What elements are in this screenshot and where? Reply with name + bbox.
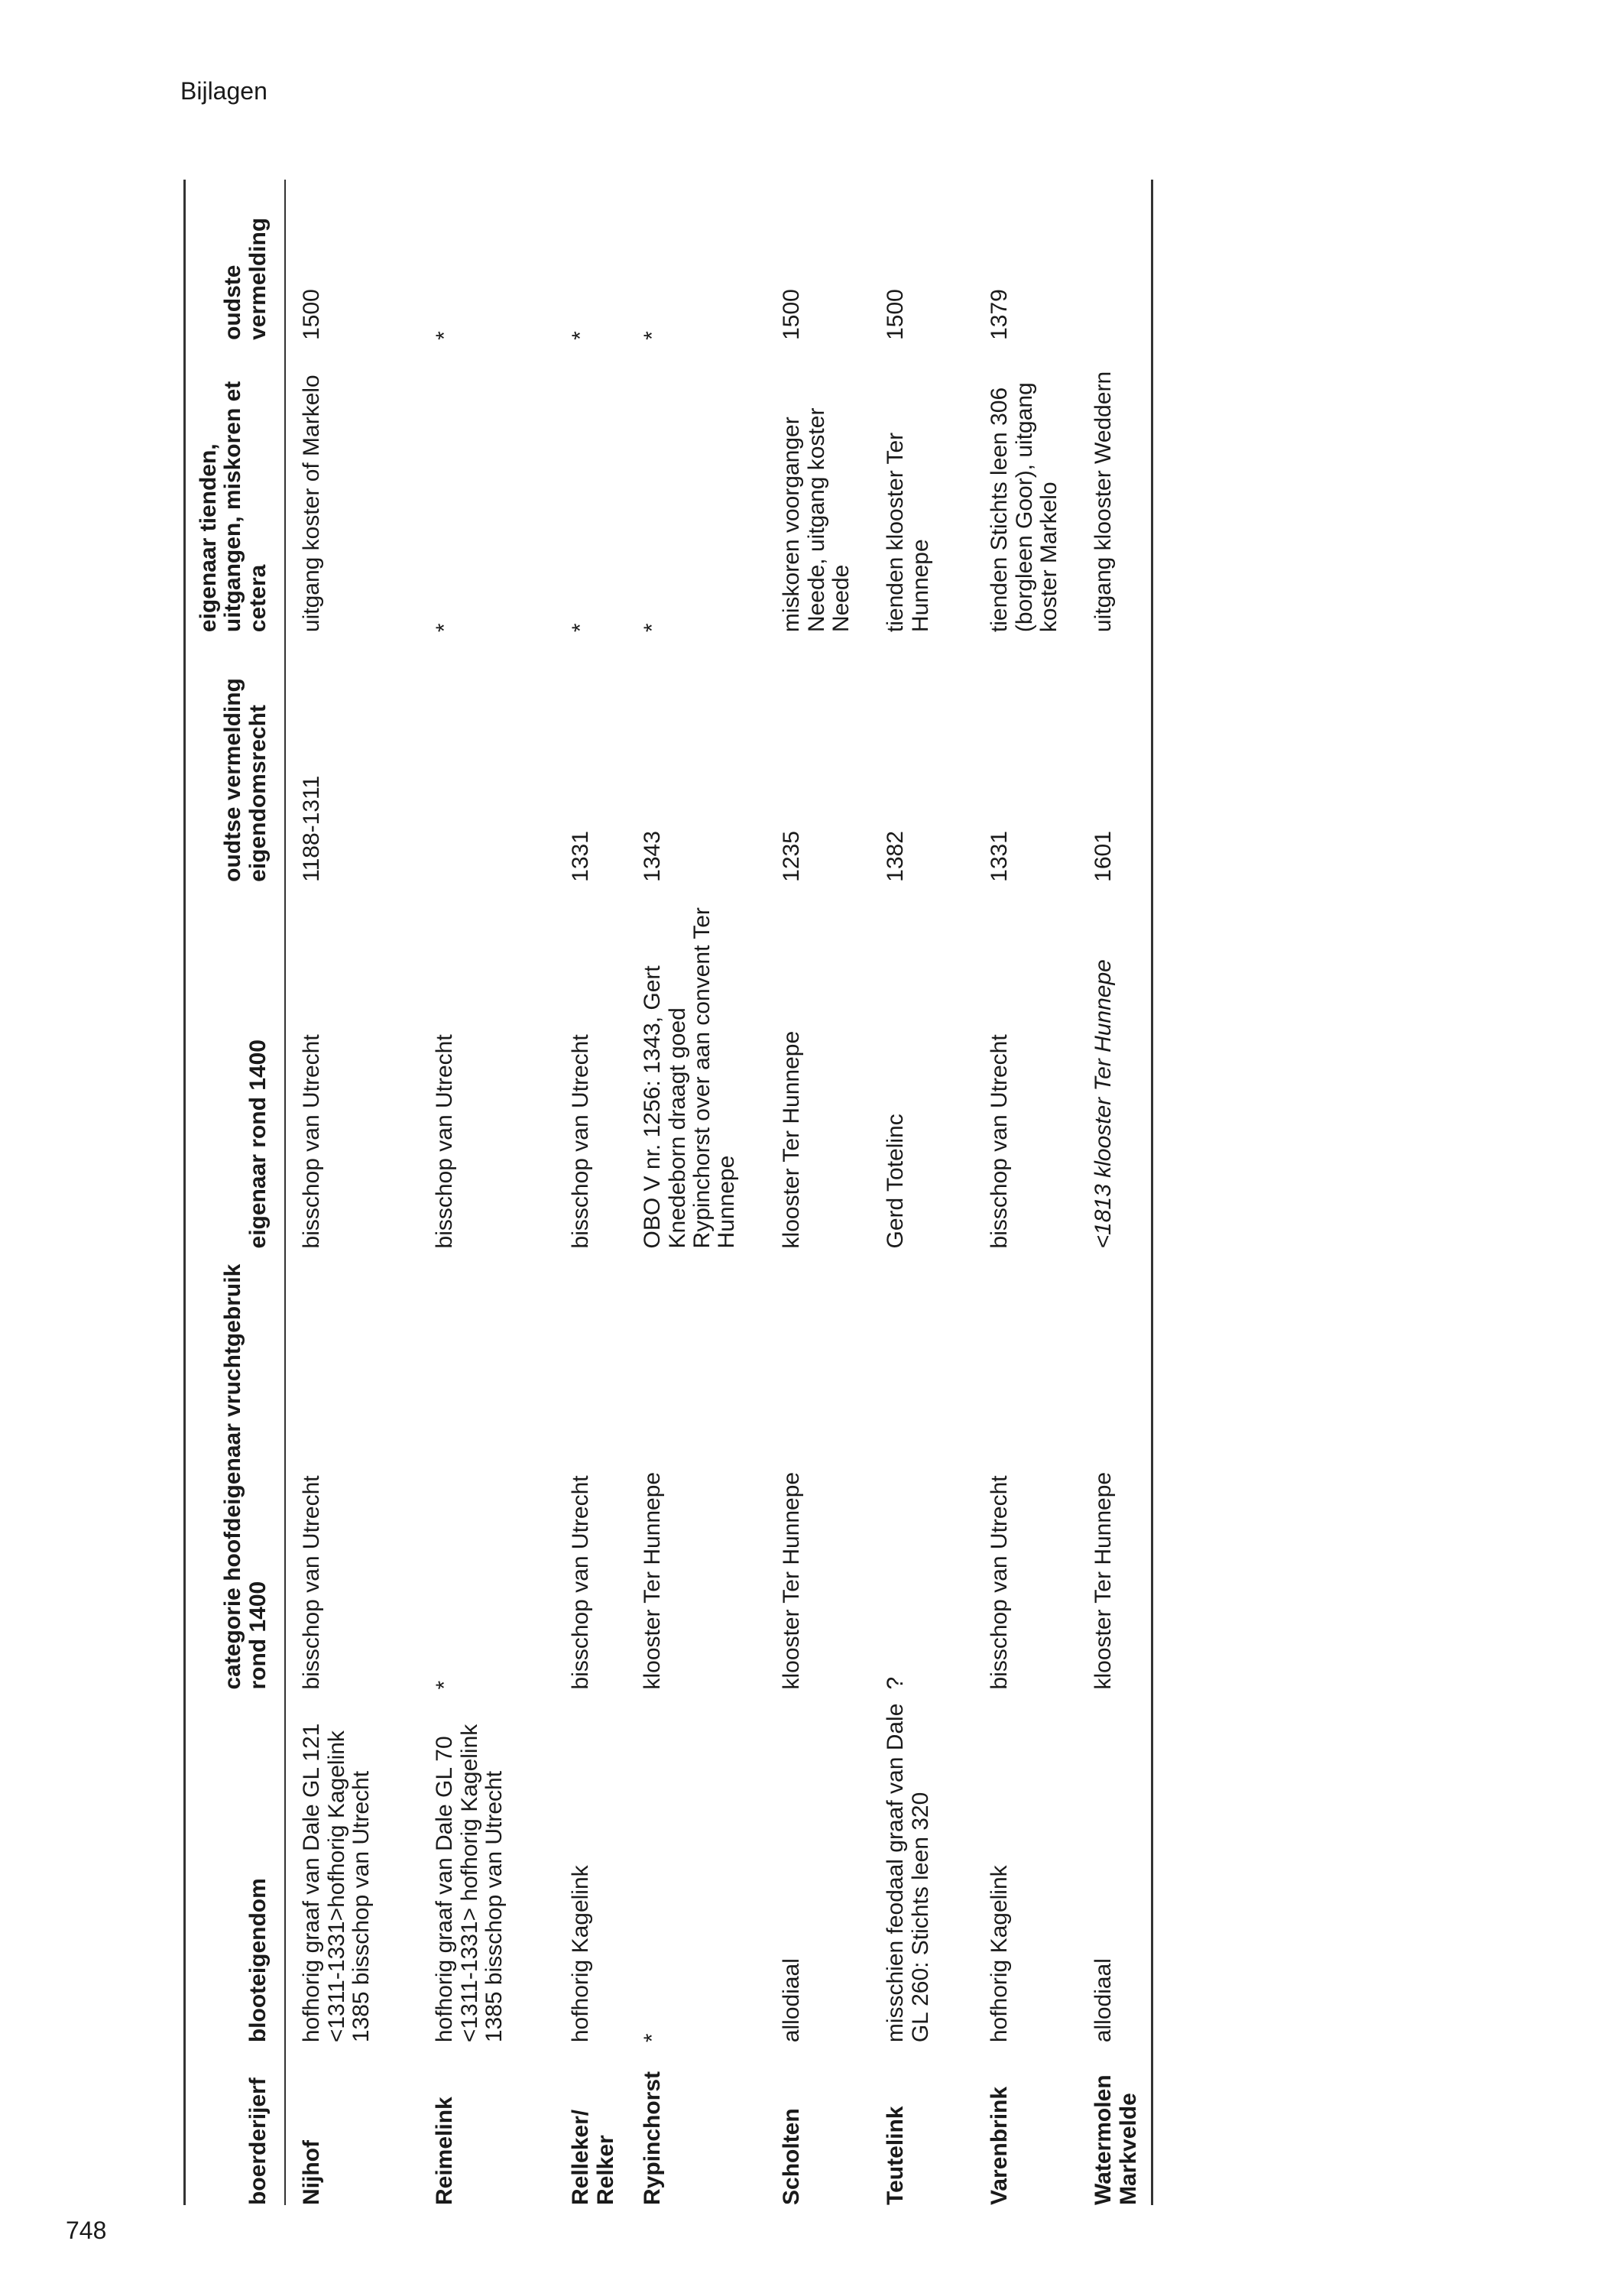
- cell-eigenaar-rond-1400: klooster Ter Hunnepe: [779, 1030, 805, 1249]
- cell-categorie: klooster Ter Hunnepe: [1091, 1248, 1152, 1689]
- cell-categorie: klooster Ter Hunnepe: [779, 1471, 805, 1690]
- header-row: [185, 180, 286, 2205]
- cell-oudste-vermelding: 1500: [779, 289, 805, 340]
- page-number: 748: [66, 2217, 107, 2244]
- table-row: [569, 180, 640, 2205]
- table-row: [285, 180, 433, 2205]
- cell-blooteigendom: hofhorig graaf van Dale GL 121 <1311-1331>hofhorig Kagelink 1385 bisschop van Utrecht: [285, 1690, 433, 2043]
- header-oudtse-vermelding-eigendomsrecht: oudtse vermelding eigendomsrecht: [185, 632, 286, 882]
- table-row: [433, 180, 569, 2205]
- cell-oudtse-eigendom: 1331: [568, 831, 594, 882]
- cell-oudste-vermelding: *: [432, 331, 458, 340]
- cell-oudste-vermelding: *: [568, 331, 594, 340]
- cell-oudtse-eigendom: [433, 632, 569, 882]
- cell-blooteigendom: allodiaal: [1091, 1690, 1152, 2043]
- cell-categorie: *: [432, 1680, 458, 1690]
- cell-oudtse-eigendom: 1382: [883, 831, 909, 882]
- cell-boerderijerf: Reimelink: [432, 2097, 458, 2205]
- cell-oudste-vermelding: 1379: [987, 289, 1013, 340]
- cell-oudtse-eigendom: 1343: [640, 831, 666, 882]
- cell-eigenaar-tienden: *: [432, 623, 458, 633]
- cell-eigenaar-tienden: uitgang koster of Markelo: [285, 340, 433, 632]
- header-blooteigendom: blooteigendom: [185, 1690, 286, 2043]
- cell-eigenaar-tienden: tienden klooster Ter Hunnepe: [883, 432, 933, 633]
- cell-blooteigendom: misschien feodaal graaf van Dale GL 260: Stichts leen 320: [883, 1703, 933, 2043]
- header-eigenaar-rond-1400: eigenaar rond 1400: [185, 882, 286, 1249]
- cell-eigenaar-tienden: uitgang klooster Weddern: [1091, 340, 1152, 632]
- header-categorie: categorie hoofdeigenaar vruchtgebruik rond 1400: [185, 1248, 286, 1689]
- cell-eigenaar-rond-1400: [1091, 882, 1152, 1249]
- cell-eigenaar-rond-1400: bisschop van Utrecht: [432, 1034, 458, 1249]
- cell-blooteigendom: *: [640, 2033, 666, 2043]
- cell-eigenaar-rond-1400: bisschop van Utrecht: [987, 1034, 1013, 1249]
- cell-eigenaar-rond-1400: Gerd Totelinc: [883, 1114, 909, 1249]
- cell-oudtse-eigendom: 1601: [1091, 632, 1152, 882]
- cell-blooteigendom: hofhorig Kagelink: [568, 1865, 594, 2043]
- cell-boerderijerf: Teutelink: [883, 2106, 909, 2205]
- cell-categorie: bisschop van Utrecht: [285, 1248, 433, 1689]
- cell-eigenaar-rond-1400: bisschop van Utrecht: [285, 882, 433, 1249]
- header-boerderijerf: boerderijerf: [185, 2042, 286, 2205]
- cell-eigenaar-rond-1400: bisschop van Utrecht: [568, 1034, 594, 1249]
- farm-register-table: [183, 180, 1153, 2205]
- table-row: [640, 180, 780, 2205]
- cell-eigenaar-rond-1400: OBO V nr. 1256: 1343, Gert Knedeborn draagt goed Rypinchorst over aan convent Ter Hunnepe: [640, 907, 740, 1249]
- table-row: [883, 180, 987, 2205]
- cell-boerderijerf: Varenbrink: [987, 2086, 1013, 2205]
- cell-categorie: bisschop van Utrecht: [987, 1475, 1013, 1690]
- cell-blooteigendom: hofhorig Kagelink: [987, 1865, 1013, 2043]
- cell-oudtse-eigendom: 1188-1311: [285, 632, 433, 882]
- rotated-table-container: [183, 180, 1188, 2205]
- cell-categorie: bisschop van Utrecht: [568, 1475, 594, 1690]
- cell-eigenaar-tienden: miskoren voorganger Neede, uitgang koster Neede: [779, 407, 854, 633]
- cell-oudste-vermelding: 1500: [883, 289, 909, 340]
- header-eigenaar-tienden: eigenaar tienden, uitgangen, miskoren et cetera: [185, 340, 286, 632]
- cell-boerderijerf: Watermolen Markvelde: [1091, 2042, 1152, 2205]
- cell-eigenaar-rond-1400-italic: <1813 klooster Ter Hunnepe: [1091, 959, 1117, 1249]
- cell-boerderijerf: Nijhof: [285, 2042, 433, 2205]
- cell-eigenaar-tienden: tienden Stichts leen 306 (borgleen Goor), uitgang koster Markelo: [987, 382, 1062, 633]
- cell-eigenaar-tienden: *: [640, 623, 666, 633]
- table-row: [780, 180, 883, 2205]
- cell-boerderijerf: Rypinchorst: [640, 2071, 666, 2205]
- running-head: Bijlagen: [180, 77, 267, 105]
- cell-blooteigendom: hofhorig graaf van Dale GL 70 <1311-1331> hofhorig Kagelink 1385 bisschop van Utrecht: [432, 1724, 507, 2043]
- cell-oudste-vermelding: 1500: [285, 180, 433, 340]
- cell-oudtse-eigendom: 1331: [987, 831, 1013, 882]
- header-oudste-vermelding: oudste vermelding: [185, 180, 286, 340]
- table-row: [1091, 180, 1152, 2205]
- cell-blooteigendom: allodiaal: [779, 1958, 805, 2043]
- table-row: [987, 180, 1091, 2205]
- cell-oudste-vermelding: *: [640, 331, 666, 340]
- cell-boerderijerf: Relleker/ Relker: [568, 2109, 618, 2205]
- cell-oudtse-eigendom: 1235: [779, 831, 805, 882]
- cell-oudste-vermelding: [1091, 180, 1152, 340]
- cell-categorie: klooster Ter Hunnepe: [640, 1471, 666, 1690]
- cell-eigenaar-tienden: *: [568, 623, 594, 633]
- cell-categorie: ?: [883, 1676, 909, 1690]
- cell-boerderijerf: Scholten: [779, 2108, 805, 2205]
